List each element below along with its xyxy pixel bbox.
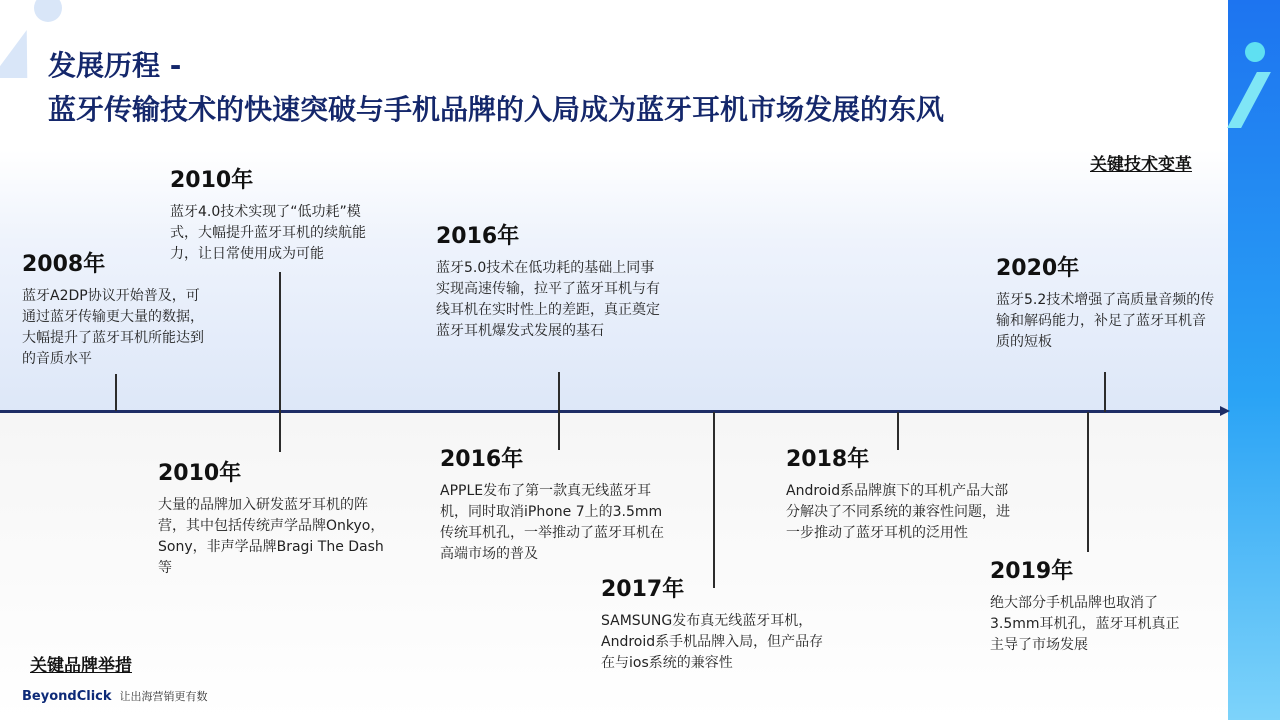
brand-logo (22, 688, 208, 704)
logo-slogan: 让出海营销更有数 (119, 690, 208, 703)
brand-event-2017 (601, 575, 827, 674)
tech-event-2016 (436, 222, 668, 342)
event-description: SAMSUNG发布真无线蓝牙耳机，Android系手机品牌入局，但产品存在与ios系统的兼容性 (601, 613, 824, 671)
event-description: APPLE发布了第一款真无线蓝牙耳机，同时取消iPhone 7上的3.5mm传统耳机孔，一举推动了蓝牙耳机在高端市场的普及 (440, 483, 664, 562)
event-year: 2019年 (990, 559, 1074, 584)
brand-event-2016 (440, 445, 672, 565)
circle-decoration-icon (34, 0, 62, 22)
event-year: 2010年 (170, 168, 254, 193)
event-description: Android系品牌旗下的耳机产品大部分解决了不同系统的兼容性问题，进一步推动了蓝牙耳机的泛用性 (786, 483, 1010, 541)
event-description: 蓝牙4.0技术实现了“低功耗”模式，大幅提升蓝牙耳机的续航能力，让日常使用成为可能 (170, 204, 366, 262)
event-description: 蓝牙5.0技术在低功耗的基础上同事实现高速传输，拉平了蓝牙耳机与有线耳机在实时性上的差距，真正奠定蓝牙耳机爆发式发展的基石 (436, 260, 660, 339)
tick-2019-brand (1087, 412, 1089, 552)
event-year: 2020年 (996, 256, 1080, 281)
tick-2016-tech (558, 372, 560, 450)
tech-event-2010 (170, 166, 382, 265)
logo-text: BeyondClick (22, 689, 112, 704)
axis-arrow-icon (1220, 406, 1230, 416)
event-year: 2010年 (158, 461, 242, 486)
brand-event-2018 (786, 445, 1018, 544)
event-year: 2018年 (786, 447, 870, 472)
event-description: 蓝牙A2DP协议开始普及，可通过蓝牙传输更大量的数据，大幅提升了蓝牙耳机所能达到的音质水平 (22, 288, 204, 367)
slash-decoration-icon (0, 30, 45, 78)
event-description: 蓝牙5.2技术增强了高质量音频的传输和解码能力，补足了蓝牙耳机音质的短板 (996, 292, 1215, 350)
tech-event-2020 (996, 254, 1216, 353)
event-description: 大量的品牌加入研发蓝牙耳机的阵营，其中包括传统声学品牌Onkyo，Sony，非声学品牌Bragi The Dash等 (158, 497, 385, 576)
event-year: 2017年 (601, 577, 685, 602)
circle-decoration-icon (1245, 42, 1265, 62)
tick-2010-tech (279, 272, 281, 452)
title-line-1: 发展历程 - (48, 49, 182, 82)
event-description: 绝大部分手机品牌也取消了3.5mm耳机孔，蓝牙耳机真正主导了市场发展 (990, 595, 1180, 653)
event-year: 2016年 (440, 447, 524, 472)
event-year: 2008年 (22, 252, 106, 277)
timeline-axis (0, 410, 1222, 413)
tech-event-2008 (22, 250, 212, 370)
title-line-2: 蓝牙传输技术的快速突破与手机品牌的入局成为蓝牙耳机市场发展的东风 (48, 93, 945, 126)
tech-changes-label: 关键技术变革 (1090, 155, 1192, 175)
event-year: 2016年 (436, 224, 520, 249)
brand-event-2010 (158, 459, 390, 579)
brand-event-2019 (990, 557, 1190, 656)
tick-2017-brand (713, 412, 715, 588)
right-sidebar (1228, 0, 1280, 720)
tick-2020-tech (1104, 372, 1106, 412)
brand-moves-label: 关键品牌举措 (30, 656, 132, 676)
slash-decoration-icon (1227, 72, 1271, 128)
page-title (48, 44, 944, 132)
tick-2008-tech (115, 374, 117, 411)
